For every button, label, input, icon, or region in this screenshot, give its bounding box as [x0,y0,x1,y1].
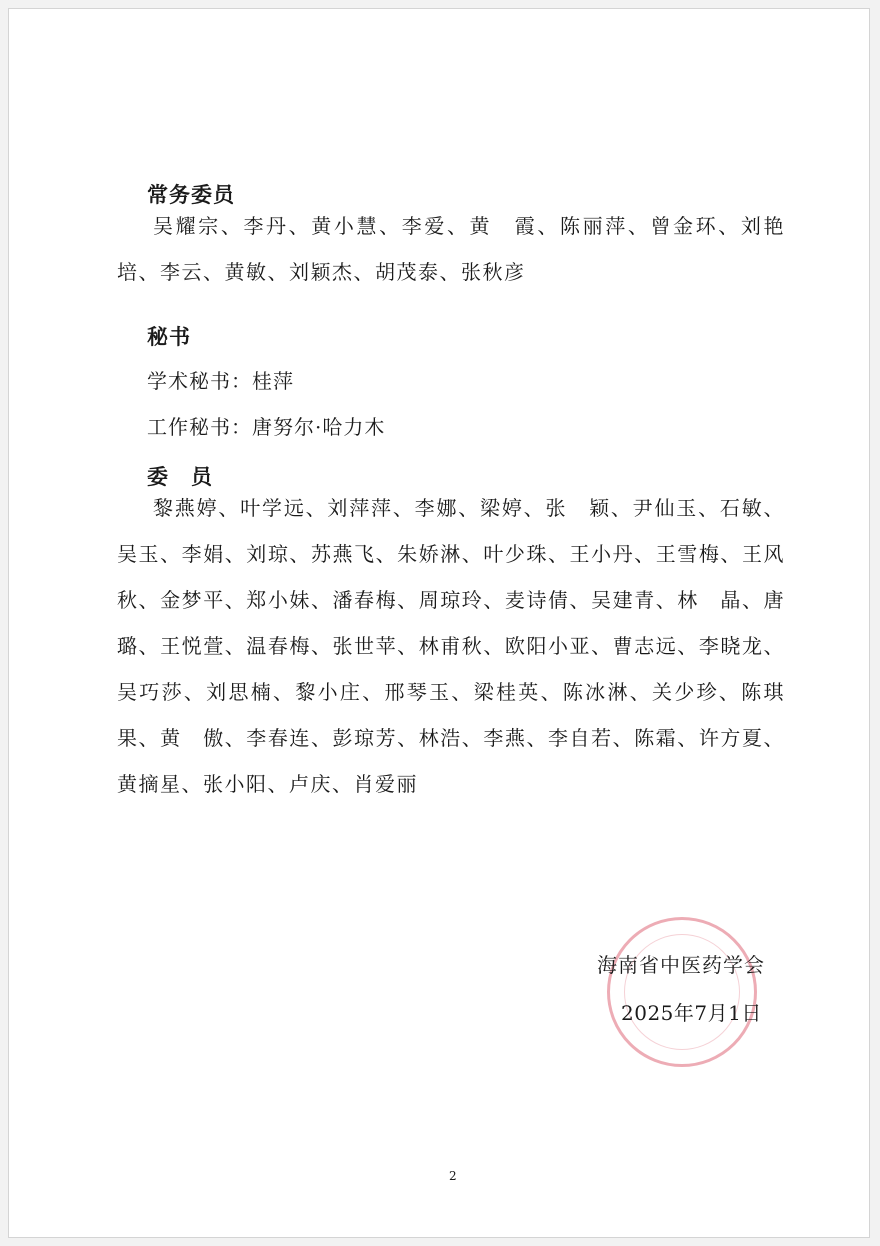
work-secretary: 工作秘书：唐努尔·哈力木 [147,415,386,439]
official-seal [607,917,757,1067]
standing-committee-heading: 常务委员 [147,182,235,207]
members-heading: 委 员 [147,464,213,489]
document-page [8,8,870,1238]
secretary-heading: 秘书 [147,324,191,349]
signature-date: 2025年7月1日 [621,1001,762,1025]
academic-secretary: 学术秘书：桂萍 [147,369,294,393]
page-number: 2 [449,1169,457,1183]
members-names: 黎燕婷、叶学远、刘萍萍、李娜、梁婷、张 颖、尹仙玉、石敏、吴玉、李娟、刘琼、苏燕飞、朱娇淋、叶少珠、王小丹、王雪梅、王风秋、金梦平、郑小妹、潘春梅、周琼玲、麦诗倩、吴建青、林 晶、唐 璐、王悦萱、温春梅、张世苹、林甫秋、欧阳小亚、曹志远、李晓龙、吴巧莎、刘思楠、黎小庄、邢琴玉、梁桂英、陈冰淋、关少珍、陈琪果、黄 傲、李春连、彭琼芳、林浩、李燕、李自若、陈霜、许方夏、黄摘星、张小阳、卢庆、肖爱丽 [117,496,807,796]
standing-committee-names: 吴耀宗、李丹、黄小慧、李爱、黄 霞、陈丽萍、曾金环、刘艳培、李云、黄敏、刘颖杰、胡茂泰、张秋彦 [117,214,785,284]
organization-name: 海南省中医药学会 [597,953,765,977]
